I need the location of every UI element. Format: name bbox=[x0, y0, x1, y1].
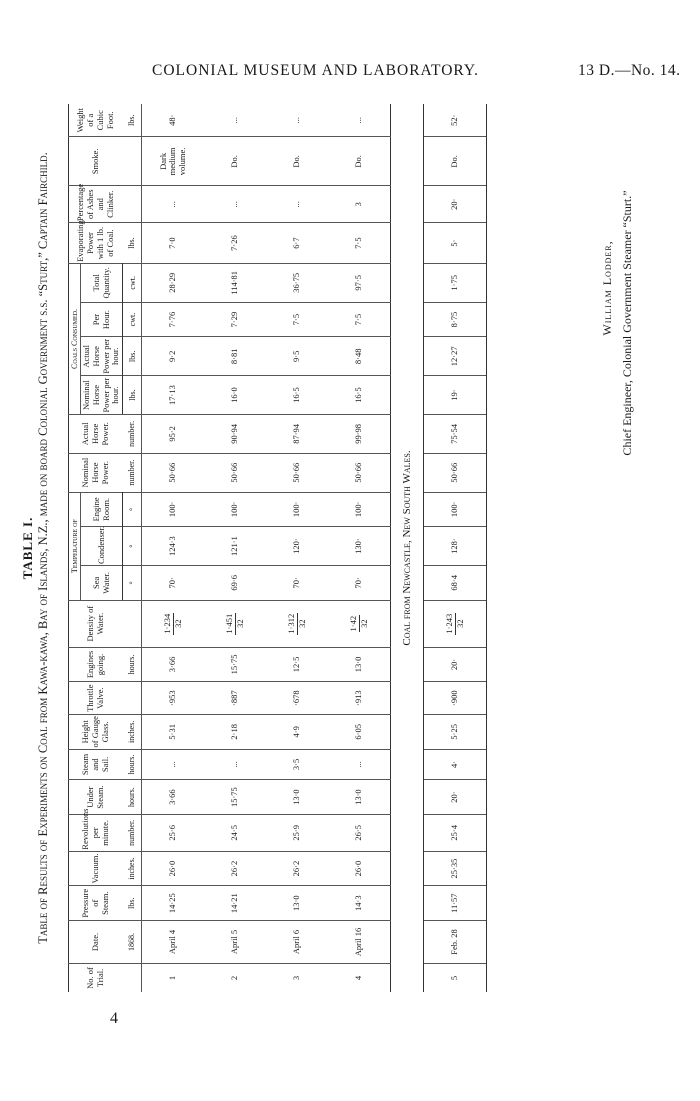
table-cell: 7·5 bbox=[328, 302, 391, 337]
table-cell: 69·6 bbox=[204, 566, 266, 601]
unit-cell: ° bbox=[123, 492, 142, 527]
density-denominator: 32 bbox=[454, 619, 465, 628]
table-cell: ... bbox=[204, 186, 266, 223]
table-cell: 7·26 bbox=[204, 223, 266, 264]
density-fraction bbox=[445, 613, 466, 635]
results-table bbox=[68, 104, 487, 992]
table-cell: 50·66 bbox=[204, 453, 266, 492]
table-cell: 36·75 bbox=[266, 263, 328, 302]
table-cell: ... bbox=[266, 186, 328, 223]
table-cell: ·887 bbox=[204, 682, 266, 715]
table-cell: 20· bbox=[424, 647, 487, 682]
header-trial: No. of Trial. bbox=[69, 963, 123, 992]
table-cell: April 6 bbox=[266, 921, 328, 964]
table-cell: 13·0 bbox=[328, 647, 391, 682]
table-cell: 120· bbox=[266, 527, 328, 566]
header-revolutions: Revolutions per minute. bbox=[69, 814, 123, 851]
newcastle-rows bbox=[424, 104, 487, 992]
table-cell: Feb. 28 bbox=[424, 921, 487, 964]
table-cell: 4· bbox=[424, 749, 487, 780]
table-row bbox=[142, 104, 205, 992]
table-cell: 2·18 bbox=[204, 714, 266, 749]
table-cell: 7·5 bbox=[328, 223, 391, 264]
unit-cell bbox=[123, 963, 142, 992]
table-cell: 70· bbox=[142, 566, 205, 601]
table-cell: 68·4 bbox=[424, 566, 487, 601]
density-fraction bbox=[225, 613, 246, 635]
unit-cell: lbs. bbox=[123, 337, 142, 376]
kawakawa-rows bbox=[142, 104, 391, 992]
unit-cell: inches. bbox=[123, 851, 142, 886]
table-cell: 16·0 bbox=[204, 376, 266, 415]
table-cell: 3·5 bbox=[266, 749, 328, 780]
unit-cell: inches. bbox=[123, 714, 142, 749]
header-date: Date. bbox=[69, 921, 123, 964]
table-cell: ... bbox=[204, 749, 266, 780]
table-cell: 3 bbox=[328, 186, 391, 223]
table-cell: 1·75 bbox=[424, 263, 487, 302]
table-cell: 7·76 bbox=[142, 302, 205, 337]
table-cell: Do. bbox=[266, 137, 328, 186]
table-cell: 25·4 bbox=[424, 814, 487, 851]
density-denominator: 32 bbox=[358, 619, 369, 628]
rotated-table-area bbox=[20, 98, 680, 998]
table-cell: Do. bbox=[424, 137, 487, 186]
table-cell: ... bbox=[229, 117, 240, 124]
newcastle-separator: Coal from Newcastle, New South Wales. bbox=[391, 104, 424, 992]
header-ashes: Percentage of Ashes and Clinker. bbox=[69, 186, 123, 223]
table-cell: 17·13 bbox=[142, 376, 205, 415]
table-cell: Do. bbox=[204, 137, 266, 186]
table-cell: 97·5 bbox=[328, 263, 391, 302]
table-cell: ... bbox=[353, 117, 364, 124]
table-cell: 2 bbox=[204, 963, 266, 992]
table-cell: 7·5 bbox=[266, 302, 328, 337]
table-cell: ... bbox=[142, 749, 205, 780]
density-numerator: 1·234 bbox=[161, 613, 172, 634]
header-weight: Weight of a Cubic Foot. bbox=[69, 104, 123, 137]
table-cell: 14·3 bbox=[328, 886, 391, 921]
unit-cell: hours. bbox=[123, 780, 142, 815]
signature-name: William Lodder, bbox=[600, 240, 614, 336]
header-steam-sail: Steam and Sail. bbox=[69, 749, 123, 780]
table-cell: 95·2 bbox=[142, 414, 205, 453]
page-header-reference: 13 D.—No. 14. bbox=[578, 62, 681, 79]
table-cell: Dark medium volume. bbox=[142, 137, 205, 186]
table-cell: 13·0 bbox=[266, 886, 328, 921]
table-cell: 14·25 bbox=[142, 886, 205, 921]
density-denominator: 32 bbox=[296, 619, 307, 628]
table-cell: 9·2 bbox=[142, 337, 205, 376]
table-cell: 5· bbox=[424, 223, 487, 264]
density-fraction bbox=[163, 613, 184, 635]
table-cell: 6·7 bbox=[266, 223, 328, 264]
table-cell: 9·5 bbox=[266, 337, 328, 376]
density-numerator: 1·243 bbox=[443, 613, 454, 634]
table-cell: April 16 bbox=[328, 921, 391, 964]
table-cell: 99·98 bbox=[328, 414, 391, 453]
table-cell: 100· bbox=[204, 492, 266, 527]
table-cell: 48· bbox=[167, 114, 178, 126]
table-cell: 114·81 bbox=[204, 263, 266, 302]
density-denominator: 32 bbox=[172, 619, 183, 628]
table-cell: 130· bbox=[328, 527, 391, 566]
newcastle-separator-row bbox=[391, 104, 424, 992]
table-cell: 70· bbox=[328, 566, 391, 601]
table-cell: 50·66 bbox=[266, 453, 328, 492]
table-cell: 5 bbox=[424, 963, 487, 992]
table-cell: ... bbox=[142, 186, 205, 223]
table-cell: 100· bbox=[142, 492, 205, 527]
table-cell: 26·0 bbox=[328, 851, 391, 886]
unit-cell: 1868. bbox=[123, 921, 142, 964]
table-cell: 14·21 bbox=[204, 886, 266, 921]
header-nominal-hp-hour: Nominal Horse Power per hour. bbox=[81, 376, 123, 415]
table-cell: 13·0 bbox=[328, 780, 391, 815]
table-cell: 24·5 bbox=[204, 814, 266, 851]
unit-cell: ° bbox=[123, 527, 142, 566]
header-actual-hp: Actual Horse Power. bbox=[69, 414, 123, 453]
table-cell: 87·94 bbox=[266, 414, 328, 453]
table-cell: 50·66 bbox=[328, 453, 391, 492]
table-cell: 26·5 bbox=[328, 814, 391, 851]
header-throttle: Throttle Valve. bbox=[69, 682, 123, 715]
table-cell: 50·66 bbox=[424, 453, 487, 492]
table-cell: 7·29 bbox=[204, 302, 266, 337]
table-cell: ... bbox=[328, 749, 391, 780]
header-density: Density of Water. bbox=[69, 600, 123, 647]
unit-cell: hours. bbox=[123, 749, 142, 780]
unit-cell bbox=[123, 186, 142, 223]
table-cell: 25·35 bbox=[424, 851, 487, 886]
table-caption: Table of Results of Experiments on Coal from Kawa-kawa, Bay of Islands, N.Z., made on board Colonial Government s.s. “Sturt,” Captain Fairchild. bbox=[36, 152, 50, 944]
table-row bbox=[328, 104, 391, 992]
table-cell: 16·5 bbox=[328, 376, 391, 415]
header-sea-water: Sea Water. bbox=[81, 566, 123, 601]
header-actual-hp-hour: Actual Horse Power per hour. bbox=[81, 337, 123, 376]
table-cell: 5·25 bbox=[424, 714, 487, 749]
table-cell: 15·75 bbox=[204, 780, 266, 815]
table-cell: 26·2 bbox=[266, 851, 328, 886]
unit-cell: number. bbox=[123, 814, 142, 851]
table-cell: Do. bbox=[328, 137, 391, 186]
table-cell: 100· bbox=[266, 492, 328, 527]
unit-cell: ° bbox=[123, 566, 142, 601]
unit-cell bbox=[123, 682, 142, 715]
page-number: 4 bbox=[110, 1010, 118, 1027]
table-cell: 128· bbox=[424, 527, 487, 566]
table-cell: 12·27 bbox=[424, 337, 487, 376]
table-label: TABLE I. bbox=[20, 516, 35, 580]
table-cell: 8·75 bbox=[424, 302, 487, 337]
table-cell: 124·3 bbox=[142, 527, 205, 566]
density-numerator: 1·42 bbox=[347, 615, 358, 632]
density-cell bbox=[424, 600, 487, 647]
header-total-qty: Total Quantity. bbox=[81, 263, 123, 302]
density-fraction bbox=[349, 615, 370, 633]
table-cell: 3·66 bbox=[142, 647, 205, 682]
table-cell: 52· bbox=[424, 104, 487, 137]
page-header-title: COLONIAL MUSEUM AND LABORATORY. bbox=[152, 62, 479, 79]
table-cell: April 5 bbox=[204, 921, 266, 964]
units-row bbox=[123, 104, 142, 992]
table-cell: 16·5 bbox=[266, 376, 328, 415]
table-cell: 20· bbox=[424, 780, 487, 815]
table-row bbox=[266, 104, 328, 992]
header-condenser: Condenser. bbox=[81, 527, 123, 566]
unit-cell: lbs. bbox=[123, 376, 142, 415]
table-cell: 100· bbox=[328, 492, 391, 527]
unit-cell: lbs. bbox=[123, 223, 142, 264]
unit-cell bbox=[123, 137, 142, 186]
table-cell: 8·48 bbox=[328, 337, 391, 376]
table-cell: 90·94 bbox=[204, 414, 266, 453]
table-cell: 15·75 bbox=[204, 647, 266, 682]
table-row bbox=[204, 104, 266, 992]
header-evaporating: Evaporating Power with 1 lb. of Coal. bbox=[69, 223, 123, 264]
unit-cell: lbs. bbox=[123, 104, 142, 137]
unit-cell: lbs. bbox=[123, 886, 142, 921]
unit-cell: hours. bbox=[123, 647, 142, 682]
table-cell: 3 bbox=[266, 963, 328, 992]
header-per-hour: Per Hour. bbox=[81, 302, 123, 337]
header-gauge: Height of Gauge Glass. bbox=[69, 714, 123, 749]
header-engines-going: Engines going. bbox=[69, 647, 123, 682]
table-cell: 4 bbox=[328, 963, 391, 992]
table-cell: ·913 bbox=[328, 682, 391, 715]
density-cell bbox=[204, 600, 266, 647]
unit-cell: cwt. bbox=[123, 263, 142, 302]
header-smoke: Smoke. bbox=[69, 137, 123, 186]
unit-cell: number. bbox=[123, 453, 142, 492]
table-cell: 26·2 bbox=[204, 851, 266, 886]
header-temperature-group: Temperature of bbox=[69, 492, 81, 600]
table-cell: 121·1 bbox=[204, 527, 266, 566]
density-fraction bbox=[287, 613, 308, 635]
table-cell: 75·54 bbox=[424, 414, 487, 453]
density-denominator: 32 bbox=[234, 619, 245, 628]
table-cell: 4·9 bbox=[266, 714, 328, 749]
header-engine-room: Engine Room. bbox=[81, 492, 123, 527]
signature-title: Chief Engineer, Colonial Government Steamer “Sturt.” bbox=[620, 190, 634, 456]
header-nominal-hp: Nominal Horse Power. bbox=[69, 453, 123, 492]
unit-cell bbox=[123, 600, 142, 647]
table-cell: 19· bbox=[424, 376, 487, 415]
table-cell: 8·81 bbox=[204, 337, 266, 376]
table-cell: 3·66 bbox=[142, 780, 205, 815]
unit-cell: number. bbox=[123, 414, 142, 453]
table-cell: 70· bbox=[266, 566, 328, 601]
table-cell: 50·66 bbox=[142, 453, 205, 492]
table-cell: ·900 bbox=[424, 682, 487, 715]
density-numerator: 1·451 bbox=[223, 613, 234, 634]
density-numerator: 1·312 bbox=[285, 613, 296, 634]
header-pressure: Pressure of Steam. bbox=[69, 886, 123, 921]
table-cell: 25·9 bbox=[266, 814, 328, 851]
header-vacuum: Vacuum. bbox=[69, 851, 123, 886]
header-coals-group: Coals Consumed. bbox=[69, 263, 81, 414]
table-cell: 20· bbox=[424, 186, 487, 223]
table-cell: ... bbox=[291, 117, 302, 124]
unit-cell: cwt. bbox=[123, 302, 142, 337]
table-cell: 7·0 bbox=[142, 223, 205, 264]
density-cell bbox=[142, 600, 205, 647]
table-cell: 1 bbox=[142, 963, 205, 992]
density-cell bbox=[328, 600, 391, 647]
table-cell: 12·5 bbox=[266, 647, 328, 682]
table-cell: 6·05 bbox=[328, 714, 391, 749]
table-cell: ·678 bbox=[266, 682, 328, 715]
density-cell bbox=[266, 600, 328, 647]
table-cell: 13·0 bbox=[266, 780, 328, 815]
table-cell: 28·29 bbox=[142, 263, 205, 302]
table-cell: 11·57 bbox=[424, 886, 487, 921]
table-cell: ·953 bbox=[142, 682, 205, 715]
table-cell: 25·6 bbox=[142, 814, 205, 851]
table-cell: 100· bbox=[424, 492, 487, 527]
header-row bbox=[69, 104, 81, 992]
table-cell: April 4 bbox=[142, 921, 205, 964]
table-cell: 26·0 bbox=[142, 851, 205, 886]
table-cell: 5·31 bbox=[142, 714, 205, 749]
header-under-steam: Under Steam. bbox=[69, 780, 123, 815]
table-row bbox=[424, 104, 487, 992]
